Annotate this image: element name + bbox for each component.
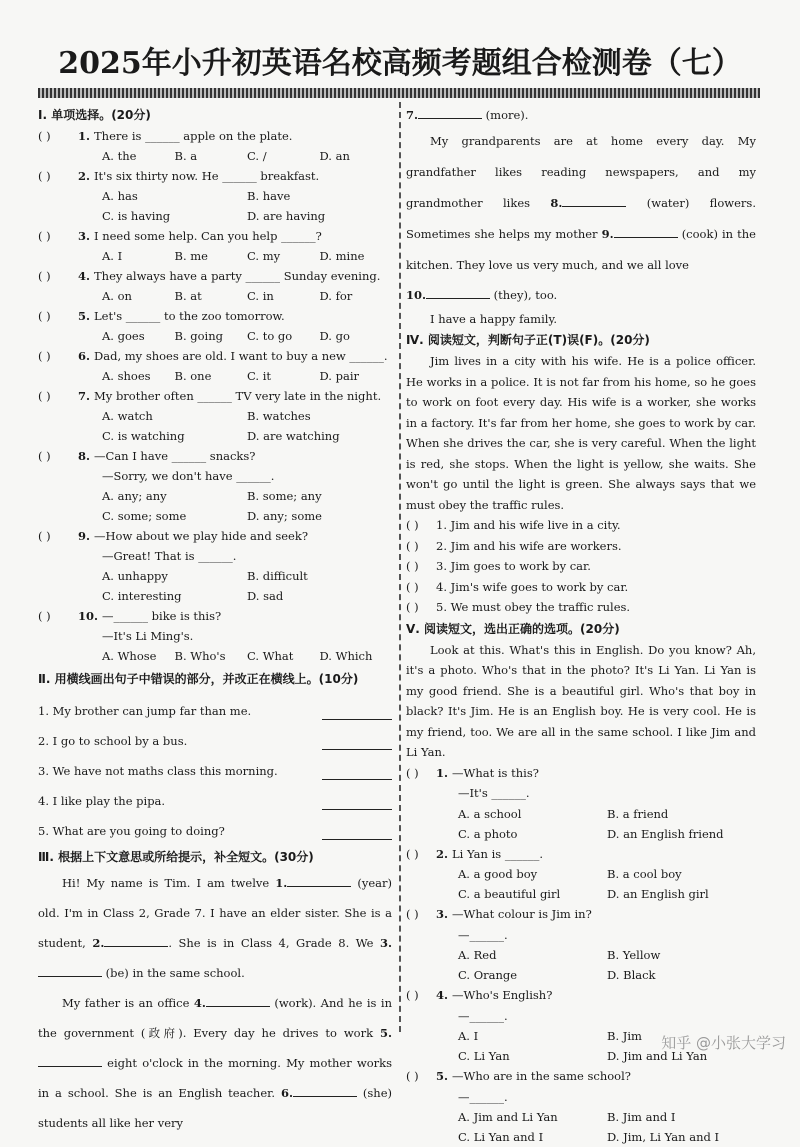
answer-bracket[interactable]: ( )	[406, 904, 436, 925]
option-c[interactable]: C. Orange	[458, 965, 607, 985]
option-c[interactable]: C. some; some	[102, 506, 247, 526]
option-row	[38, 566, 392, 586]
option-row	[38, 146, 392, 166]
blank-4[interactable]	[206, 993, 270, 1007]
question-text: It's six thirty now. He ______ breakfast.	[94, 166, 319, 186]
question-text-2: —Great! That is ______.	[38, 546, 392, 566]
question-number: 5.	[78, 306, 90, 326]
option-d[interactable]: D. Black	[607, 965, 756, 985]
tf-item: ( ) 1. Jim and his wife live in a city.	[406, 515, 756, 536]
cloze-paragraph-3-end: 10. (they), too.	[406, 281, 756, 309]
blank-5[interactable]	[38, 1053, 102, 1067]
question-number: 1.	[436, 763, 448, 784]
question-number: 5.	[436, 1066, 448, 1087]
question-number: 9.	[78, 526, 90, 546]
option-d[interactable]: D. sad	[247, 586, 392, 606]
answer-line[interactable]	[322, 762, 392, 780]
option-a[interactable]: A. unhappy	[102, 566, 247, 586]
option-row	[38, 586, 392, 606]
answer-bracket[interactable]: ( )	[406, 1066, 436, 1087]
option-a[interactable]: A. Red	[458, 945, 607, 965]
question-item	[406, 985, 756, 1006]
question-item	[406, 763, 756, 784]
option-b[interactable]: B. Who's	[175, 646, 248, 666]
option-d[interactable]: D. an English friend	[607, 824, 756, 844]
option-d[interactable]: D. are watching	[247, 426, 392, 446]
option-row	[38, 426, 392, 446]
answer-bracket[interactable]: ( )	[38, 606, 78, 626]
cloze-paragraph-4: I have a happy family.	[406, 309, 756, 329]
option-row	[38, 366, 392, 386]
option-row	[406, 864, 756, 884]
cloze-paragraph-3: My grandparents are at home every day. My grandfather likes reading newspapers, and my grandmother likes 8. (water) flowers. Sometimes she helps my mother 9. (cook) in the kitchen. They love us very much, and we all love	[406, 126, 756, 281]
option-a[interactable]: A. Whose	[102, 646, 175, 666]
question-number: 3.	[78, 226, 90, 246]
option-c[interactable]: C. /	[247, 146, 320, 166]
option-b[interactable]: B. one	[175, 366, 248, 386]
answer-bracket[interactable]: ( )	[38, 226, 78, 246]
option-b[interactable]: B. some; any	[247, 486, 392, 506]
question-item	[38, 306, 392, 326]
option-d[interactable]: D. mine	[320, 246, 393, 266]
option-d[interactable]: D. an	[320, 146, 393, 166]
question-text-2: —______.	[406, 925, 756, 946]
question-item	[406, 844, 756, 865]
option-a[interactable]: A. shoes	[102, 366, 175, 386]
question-text: —What colour is Jim in?	[452, 904, 592, 925]
question-text: Dad, my shoes are old. I want to buy a new ______.	[94, 346, 388, 366]
cloze-paragraph-1: Hi! My name is Tim. I am twelve 1. (year) old. I'm in Class 2, Grade 7. I have an elder sister. She is a student, 2. . She is in Class 4, Grade 8. We 3. (be) in the same school.	[38, 868, 392, 988]
question-number: 2.	[78, 166, 90, 186]
tf-item: ( ) 5. We must obey the traffic rules.	[406, 597, 756, 618]
tf-item: ( ) 4. Jim's wife goes to work by car.	[406, 577, 756, 598]
blank-2[interactable]	[104, 933, 168, 947]
question-item	[38, 446, 392, 466]
watermark: 知乎 @小张大学习	[661, 1032, 786, 1053]
question-item	[38, 386, 392, 406]
error-item: 1. My brother can jump far than me.	[38, 696, 392, 726]
answer-bracket[interactable]: ( )	[38, 346, 78, 366]
option-row	[38, 186, 392, 206]
option-c[interactable]: C. to go	[247, 326, 320, 346]
blank-9[interactable]	[614, 224, 678, 238]
option-c[interactable]: C. Li Yan	[458, 1046, 607, 1066]
question-number: 3.	[436, 904, 448, 925]
question-text-2: —It's Li Ming's.	[38, 626, 392, 646]
question-text-2: —Sorry, we don't have ______.	[38, 466, 392, 486]
option-b[interactable]: B. Yellow	[607, 945, 756, 965]
question-text-2: —______.	[406, 1006, 756, 1027]
option-d[interactable]: D. an English girl	[607, 884, 756, 904]
blank-1[interactable]	[287, 873, 351, 887]
option-b[interactable]: B. a friend	[607, 804, 756, 824]
question-text: My brother often ______ TV very late in the night.	[94, 386, 381, 406]
question-number: 4.	[78, 266, 90, 286]
answer-bracket[interactable]: ( )	[38, 266, 78, 286]
option-d[interactable]: D. Jim and Li Yan	[607, 1046, 756, 1066]
error-item: 5. What are you going to doing?	[38, 816, 392, 846]
option-d[interactable]: D. pair	[320, 366, 393, 386]
question-text: There is ______ apple on the plate.	[94, 126, 292, 146]
question-item	[38, 346, 392, 366]
question-text: —Who's English?	[452, 985, 552, 1006]
answer-line[interactable]	[322, 702, 392, 720]
option-row	[38, 646, 392, 666]
option-a[interactable]: A. watch	[102, 406, 247, 426]
question-text: —______ bike is this?	[102, 606, 221, 626]
option-a[interactable]: A. the	[102, 146, 175, 166]
option-d[interactable]: D. are having	[247, 206, 392, 226]
section-5-questions	[406, 763, 756, 1147]
question-item	[406, 904, 756, 925]
blank-8[interactable]	[562, 193, 626, 207]
question-text: I need some help. Can you help ______?	[94, 226, 322, 246]
option-a[interactable]: A. has	[102, 186, 247, 206]
blank-10[interactable]	[426, 285, 490, 299]
section-5-heading: Ⅴ. 阅读短文，选出正确的选项。(20分)	[406, 618, 756, 640]
answer-bracket[interactable]: ( )	[406, 844, 436, 865]
option-row	[406, 1107, 756, 1127]
option-c[interactable]: C. What	[247, 646, 320, 666]
option-a[interactable]: A. goes	[102, 326, 175, 346]
answer-bracket[interactable]: ( )	[38, 386, 78, 406]
option-b[interactable]: B. watches	[247, 406, 392, 426]
page-title: 2025年小升初英语名校高频考题组合检测卷（七）	[0, 38, 800, 82]
answer-bracket[interactable]: ( )	[38, 166, 78, 186]
answer-line[interactable]	[322, 732, 392, 750]
question-number: 8.	[78, 446, 90, 466]
section-2-heading: Ⅱ. 用横线画出句子中错误的部分，并改正在横线上。(10分)	[38, 668, 392, 690]
question-text: —What is this?	[452, 763, 539, 784]
question-text: —Can I have ______ snacks?	[94, 446, 255, 466]
section-1-questions	[38, 126, 392, 666]
reading-passage-2: Look at this. What's this in English. Do you know? Ah, it's a photo. Who's that in the photo? It's Li Yan. Li Yan is my good friend. She is a beautiful girl. Who's that boy in black? It's Jim. He is an English boy. He is very cool. He is my friend, too. We are all in the same school. I like Jim and Li Yan.	[406, 640, 756, 763]
question-item	[38, 266, 392, 286]
column-divider	[399, 102, 401, 1032]
option-c[interactable]: C. a beautiful girl	[458, 884, 607, 904]
option-b[interactable]: B. difficult	[247, 566, 392, 586]
question-text: —Who are in the same school?	[452, 1066, 631, 1087]
option-b[interactable]: B. Jim and I	[607, 1107, 756, 1127]
option-row	[38, 506, 392, 526]
question-item	[38, 126, 392, 146]
option-c[interactable]: C. Li Yan and I	[458, 1127, 607, 1147]
section-4-heading: Ⅳ. 阅读短文，判断句子正(T)误(F)。(20分)	[406, 329, 756, 351]
option-c[interactable]: C. a photo	[458, 824, 607, 844]
option-row	[38, 206, 392, 226]
option-b[interactable]: B. have	[247, 186, 392, 206]
option-d[interactable]: D. any; some	[247, 506, 392, 526]
answer-bracket[interactable]: ( )	[38, 306, 78, 326]
question-number: 6.	[78, 346, 90, 366]
option-d[interactable]: D. Jim, Li Yan and I	[607, 1127, 756, 1147]
option-row	[38, 326, 392, 346]
question-item	[38, 226, 392, 246]
option-c[interactable]: C. it	[247, 366, 320, 386]
option-a[interactable]: A. Jim and Li Yan	[458, 1107, 607, 1127]
error-item: 4. I like play the pipa.	[38, 786, 392, 816]
error-item: 2. I go to school by a bus.	[38, 726, 392, 756]
question-item	[38, 526, 392, 546]
answer-line[interactable]	[322, 792, 392, 810]
option-row	[38, 246, 392, 266]
answer-bracket[interactable]: ( )	[406, 597, 436, 618]
option-c[interactable]: C. my	[247, 246, 320, 266]
option-d[interactable]: D. Which	[320, 646, 393, 666]
option-c[interactable]: C. is having	[102, 206, 247, 226]
option-c[interactable]: C. interesting	[102, 586, 247, 606]
blank-6[interactable]	[293, 1083, 357, 1097]
error-item: 3. We have not maths class this morning.	[38, 756, 392, 786]
option-c[interactable]: C. is watching	[102, 426, 247, 446]
option-row	[406, 804, 756, 824]
question-item	[406, 1066, 756, 1087]
option-row	[38, 486, 392, 506]
answer-bracket[interactable]: ( )	[406, 556, 436, 577]
answer-bracket[interactable]: ( )	[406, 536, 436, 557]
option-row	[406, 824, 756, 844]
option-b[interactable]: B. Jim	[607, 1026, 756, 1046]
blank-3[interactable]	[38, 963, 102, 977]
option-a[interactable]: A. I	[102, 246, 175, 266]
option-row	[406, 965, 756, 985]
option-b[interactable]: B. going	[175, 326, 248, 346]
question-text: Li Yan is ______.	[452, 844, 543, 865]
question-number: 7.	[78, 386, 90, 406]
question-text-2: —______.	[406, 1087, 756, 1108]
answer-bracket[interactable]: ( )	[406, 577, 436, 598]
option-row	[406, 945, 756, 965]
tf-item: ( ) 3. Jim goes to work by car.	[406, 556, 756, 577]
cloze-continued: 7. (more).	[406, 104, 756, 126]
reading-passage-1: Jim lives in a city with his wife. He is a police officer. He works in a police. It is not far from his home, so he goes to work on foot every day. His wife is a worker, she works in a factory. It's far from her home, she goes to work by car. When she drives the car, she is very careful. When the light is red, she stops. When the light is yellow, she waits. She won't go until the light is green. She always says that we must obey the traffic rules.	[406, 351, 756, 515]
question-number: 10.	[78, 606, 98, 626]
question-item	[38, 606, 392, 626]
option-a[interactable]: A. a school	[458, 804, 607, 824]
answer-bracket[interactable]: ( )	[406, 763, 436, 784]
section-1-heading: Ⅰ. 单项选择。(20分)	[38, 104, 392, 126]
option-b[interactable]: B. a	[175, 146, 248, 166]
cloze-paragraph-2: My father is an office 4. (work). And he is in the government (政府). Every day he drives to work 5. eight o'clock in the morning. My mother works in a school. She is an English teacher. 6. (she) students all like her very	[38, 988, 392, 1138]
left-column	[38, 104, 392, 1138]
answer-bracket[interactable]: ( )	[38, 526, 78, 546]
option-a[interactable]: A. I	[458, 1026, 607, 1046]
option-b[interactable]: B. me	[175, 246, 248, 266]
option-row	[38, 406, 392, 426]
question-text-2: —It's ______.	[406, 783, 756, 804]
right-column	[406, 104, 756, 1147]
question-number: 2.	[436, 844, 448, 865]
option-d[interactable]: D. for	[320, 286, 393, 306]
tf-item: ( ) 2. Jim and his wife are workers.	[406, 536, 756, 557]
option-c[interactable]: C. in	[247, 286, 320, 306]
answer-bracket[interactable]: ( )	[406, 515, 436, 536]
option-row	[38, 286, 392, 306]
answer-bracket[interactable]: ( )	[38, 446, 78, 466]
answer-bracket[interactable]: ( )	[38, 126, 78, 146]
option-b[interactable]: B. at	[175, 286, 248, 306]
option-row	[406, 1127, 756, 1147]
question-number: 1.	[78, 126, 90, 146]
question-number: 4.	[436, 985, 448, 1006]
option-d[interactable]: D. go	[320, 326, 393, 346]
question-text: They always have a party ______ Sunday evening.	[94, 266, 380, 286]
option-b[interactable]: B. a cool boy	[607, 864, 756, 884]
option-a[interactable]: A. any; any	[102, 486, 247, 506]
question-text: —How about we play hide and seek?	[94, 526, 308, 546]
option-row	[406, 884, 756, 904]
answer-bracket[interactable]: ( )	[406, 985, 436, 1006]
title-rule	[38, 88, 760, 98]
question-item	[38, 166, 392, 186]
blank-7[interactable]	[418, 105, 482, 119]
question-text: Let's ______ to the zoo tomorrow.	[94, 306, 285, 326]
section-3-heading: Ⅲ. 根据上下文意思或所给提示，补全短文。(30分)	[38, 846, 392, 868]
answer-line[interactable]	[322, 822, 392, 840]
option-a[interactable]: A. on	[102, 286, 175, 306]
option-a[interactable]: A. a good boy	[458, 864, 607, 884]
